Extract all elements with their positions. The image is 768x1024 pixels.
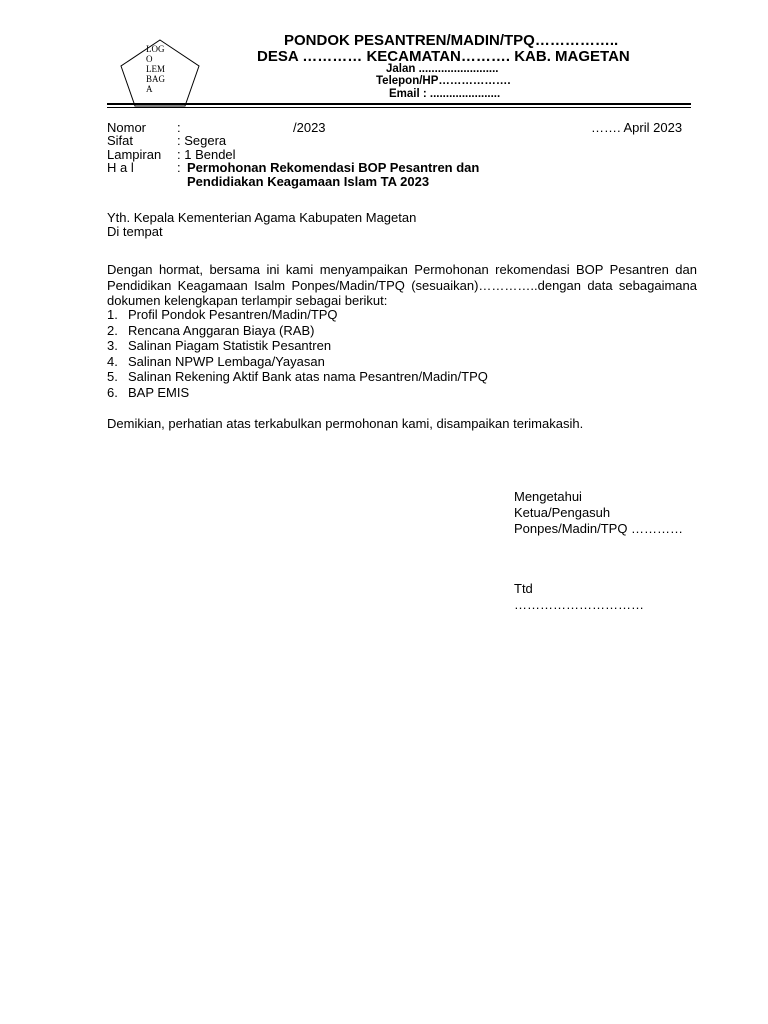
list-item-number: 3. [107,338,118,353]
logo-text-line: BAG [146,74,166,84]
hal-subject-line1: Permohonan Rekomendasi BOP Pesantren dan [187,160,480,175]
list-item-number: 2. [107,322,118,338]
sifat-value: : Segera [177,133,227,148]
header-divider-thin [107,107,691,108]
list-item [107,385,488,401]
signature-ttd: Ttd [514,581,533,596]
hal-subject-line2: Pendidiakan Keagamaan Islam TA 2023 [187,174,430,189]
letter-date: ……. April 2023 [591,120,683,135]
signature-title: Ketua/Pengasuh [514,505,611,520]
list-item-text: Salinan Piagam Statistik Pesantren [128,338,332,353]
header-address-line: DESA ………… KECAMATAN………. KAB. MAGETAN [257,48,630,65]
nomor-value: /2023 [293,120,326,135]
logo-text-line: LEM [146,64,165,74]
list-item-number: 4. [107,353,118,369]
header-email: Email : ...................... [389,88,501,100]
body-paragraph: Dengan hormat, bersama ini kami menyampaikan Permohonan rekomendasi BOP Pesantren dan Pendidikan Keagamaan Isalm Ponpes/Madin/TPQ (sesuaikan)…………..dengan data sebagaimana dokumen kelengkapan terlampir sebagai berikut: [107,262,697,308]
list-item [107,369,488,385]
list-item-text: Profil Pondok Pesantren/Madin/TPQ [128,307,338,322]
nomor-colon: : [177,120,181,135]
recipient-line: Yth. Kepala Kementerian Agama Kabupaten Magetan [107,210,417,225]
list-item-number: 6. [107,384,118,400]
header-institution-name: PONDOK PESANTREN/MADIN/TPQ…………….. [284,32,619,49]
hal-label: H a l [107,160,134,175]
list-item-text: Salinan Rekening Aktif Bank atas nama Pesantren/Madin/TPQ [128,369,488,384]
logo-placeholder-text [146,44,176,94]
list-item [107,323,488,339]
lampiran-label: Lampiran [107,147,162,162]
list-item [107,338,488,354]
header-divider-thick [107,103,691,105]
list-item-text: Rencana Anggaran Biaya (RAB) [128,322,315,338]
logo-text-line: LOG [146,44,165,54]
list-item-number: 1. [107,307,118,322]
header-jalan: Jalan ......................... [386,63,499,75]
list-item-text: BAP EMIS [128,384,190,400]
list-item [107,354,488,370]
list-item [107,307,488,323]
closing-sentence: Demikian, perhatian atas terkabulkan permohonan kami, disampaikan terimakasih. [107,416,584,431]
recipient-place: Di tempat [107,224,163,239]
header-telepon: Telepon/HP………………. [376,75,511,87]
hal-colon: : [177,160,181,175]
attachment-list [107,307,488,400]
list-item-number: 5. [107,369,118,384]
sifat-label: Sifat [107,133,134,148]
list-item-text: Salinan NPWP Lembaga/Yayasan [128,353,325,369]
logo-text-line: A [146,84,153,94]
signature-name-placeholder: ………………………… [514,597,644,612]
signature-institution: Ponpes/Madin/TPQ ………… [514,521,684,536]
lampiran-value: : 1 Bendel [177,147,236,162]
signature-mengetahui: Mengetahui [514,489,582,504]
nomor-label: Nomor [107,120,147,135]
logo-text-line: O [146,54,153,64]
